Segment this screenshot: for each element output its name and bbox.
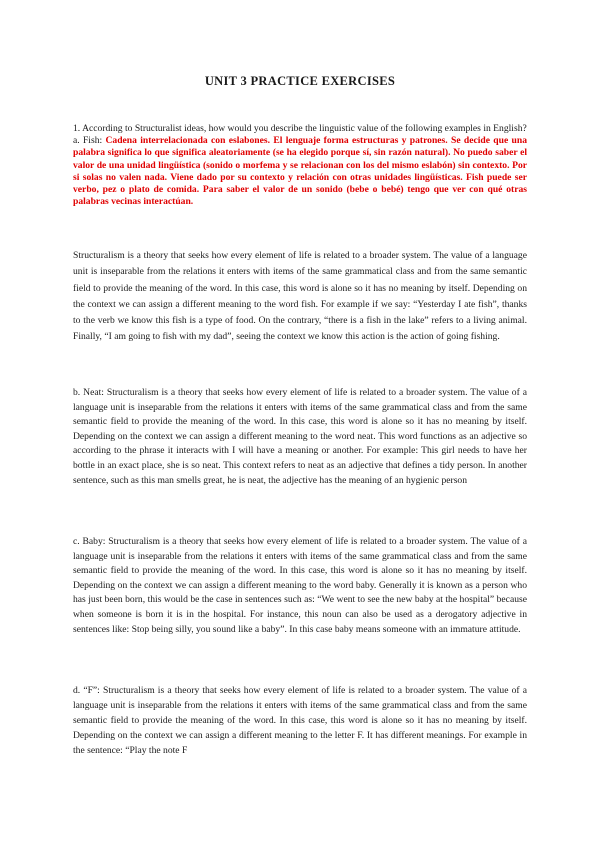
item-a-note: Cadena interrelacionada con eslabones. El lenguaje forma estructuras y patrones. Se decide que una palabra significa lo que significa aleatoriamente (se ha elegido porque sí, sin razón natural). No puedo saber el valor de una unidad lingüística (sonido o morfema y se relacionan con los del mismo eslabón) sin contexto. Por si solas no valen nada. Viene dado por su contexto y relación con otras unidades lingüísticas. Fish puede ser verbo, pez o plato de comida. Para saber el valor de un sonido (bebe o bebé) tengo que ver con qué otras palabras vecinas interactúan.: [73, 135, 527, 208]
item-a-label: a. Fish:: [73, 135, 106, 147]
question-text: 1. According to Structuralist ideas, how would you describe the linguistic value of the following examples in English?: [73, 123, 527, 134]
question-block: [73, 123, 527, 208]
item-c-paragraph: c. Baby: Structuralism is a theory that seeks how every element of life is related to a broader system. The value of a language unit is inseparable from the relations it enters with items of the same grammatical class and from the same semantic field to provide the meaning of the word. In this case, this word is alone so it has no meaning by itself. Depending on the context we can assign a different meaning to the word baby. Generally it is known as a person who has just been born, this would be the case in sentences such as: “We went to see the new baby at the hospital” because when someone is born it is in the hospital. For instance, this noun can also be used as a derogatory adjective in sentences like: Stop being silly, you sound like a baby”. In this case baby means someone with an immature attitude.: [73, 536, 527, 635]
item-a-answer: Structuralism is a theory that seeks how every element of life is related to a broader system. The value of a language unit is inseparable from the relations it enters with items of the same grammatical class and from the same semantic field to provide the meaning of the word. In this case, this word is alone so it has no meaning by itself. Depending on the context we can assign a different meaning to the word fish. For example if we say: “Yesterday I ate fish”, thanks to the verb we know this fish is a type of food. On the contrary, “there is a fish in the lake” refers to a living animal. Finally, “I am going to fish with my dad”, seeing the context we know this action is the action of going fishing.: [73, 250, 527, 343]
page-title: UNIT 3 PRACTICE EXERCISES: [204, 74, 396, 88]
item-a-header: [73, 135, 527, 208]
item-d-paragraph: d. “F”: Structuralism is a theory that seeks how every element of life is related to a broader system. The value of a language unit is inseparable from the relations it enters with items of the same grammatical class and from the same semantic field to provide the meaning of the word. In this case, this word is alone so it has no meaning by itself. Depending on the context we can assign a different meaning to the letter F. It has different meanings. For example in the sentence: “Play the note F: [73, 685, 527, 757]
item-b-paragraph: b. Neat: Structuralism is a theory that seeks how every element of life is related to a broader system. The value of a language unit is inseparable from the relations it enters with items of the same grammatical class and from the same semantic field to provide the meaning of the word. In this case, this word is alone so it has no meaning by itself. Depending on the context we can assign a different meaning to the word neat. This word functions as an adjective so according to the phrase it interacts with I will have a meaning or another. For example: This girl needs to have her bottle in an exact place, she is so neat. This context refers to neat as an adjective that defines a tidy person. In another sentence, such as this man smells great, he is neat, the adjective has the meaning of an hygienic person: [73, 387, 527, 486]
